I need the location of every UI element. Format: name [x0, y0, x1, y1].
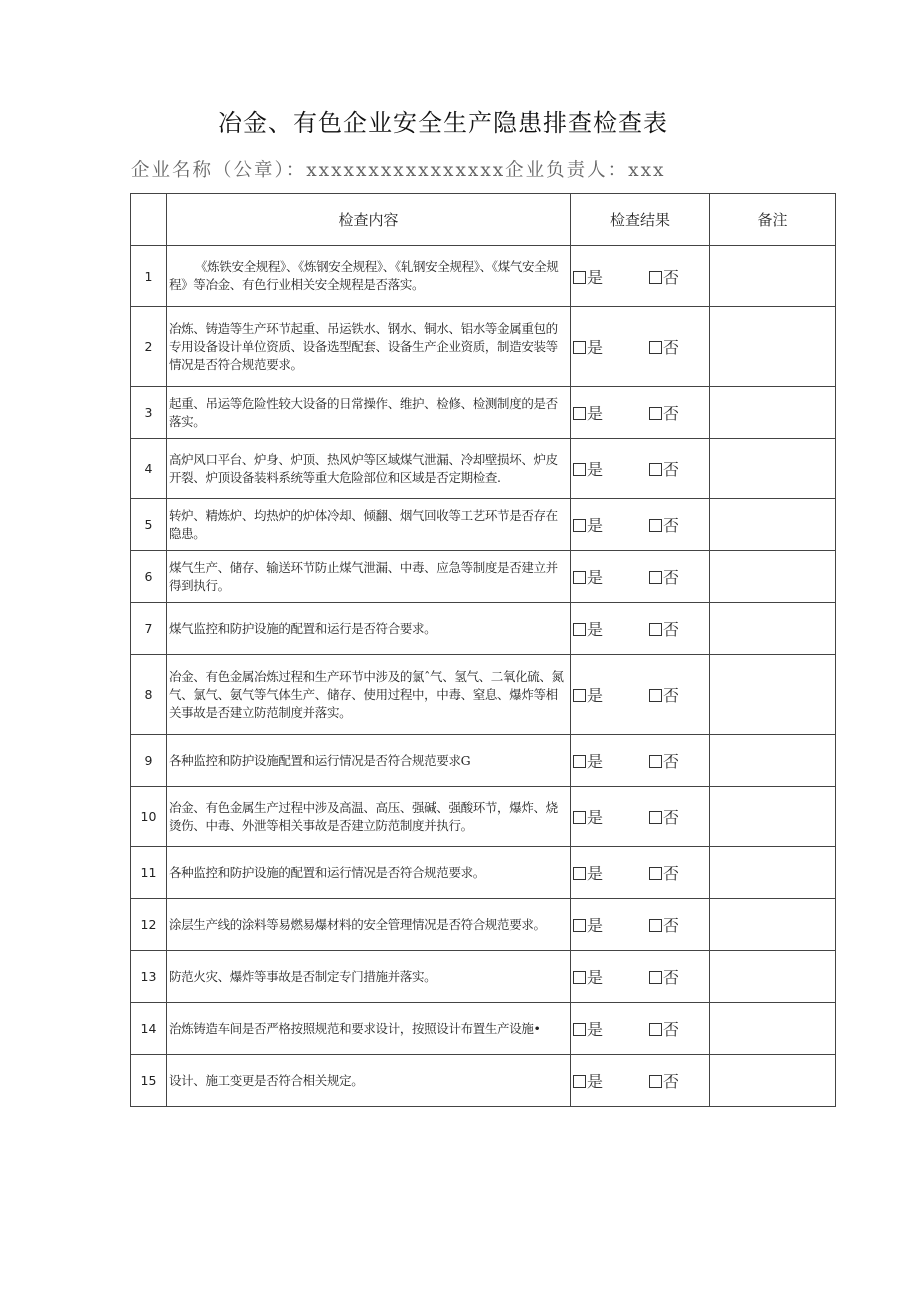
table-row [131, 551, 836, 603]
yes-label: 是 [587, 404, 604, 423]
row-note[interactable] [710, 847, 836, 899]
no-label: 否 [663, 916, 680, 935]
row-note[interactable] [710, 439, 836, 499]
yes-checkbox[interactable] [573, 811, 586, 824]
check-content [167, 1003, 571, 1055]
table-row [131, 847, 836, 899]
table-row [131, 499, 836, 551]
check-content-text: 设计、施工变更是否符合相关规定。 [169, 1072, 364, 1088]
result-yes-option[interactable] [573, 861, 603, 884]
yes-label: 是 [587, 460, 604, 479]
row-note[interactable] [710, 1003, 836, 1055]
row-number: 9 [131, 735, 167, 787]
result-yes-option[interactable] [573, 265, 603, 288]
table-row [131, 655, 836, 735]
row-number: 15 [131, 1055, 167, 1107]
row-note[interactable] [710, 951, 836, 1003]
yes-checkbox[interactable] [573, 971, 586, 984]
check-content-text: 煤气生产、储存、输送环节防止煤气泄漏、中毒、应急等制度是否建立并得到执行。 [169, 559, 558, 593]
yes-checkbox[interactable] [573, 341, 586, 354]
check-result [571, 439, 710, 499]
check-content [167, 1055, 571, 1107]
row-note[interactable] [710, 899, 836, 951]
check-content-text: 冶金、有色金属冶炼过程和生产环节中涉及的氯ˆ气、氢气、二氧化硫、氮气、氯气、氨气等气体生产、储存、使用过程中，中毒、窒息、爆炸等相关事故是否建立防范制度并落实。 [169, 668, 564, 720]
no-checkbox[interactable] [649, 519, 662, 532]
check-content [167, 551, 571, 603]
result-no-option[interactable] [649, 401, 679, 424]
yes-checkbox[interactable] [573, 571, 586, 584]
check-content-text: 高炉风口平台、炉身、炉顶、热风炉等区域煤气泄漏、冷却壁损坏、炉皮开裂、炉顶设备装料系统等重大危险部位和区域是否定期检查. [169, 451, 558, 485]
result-yes-option[interactable] [573, 1069, 603, 1092]
yes-label: 是 [587, 1072, 604, 1091]
check-content [167, 951, 571, 1003]
no-label: 否 [663, 338, 680, 357]
no-label: 否 [663, 686, 680, 705]
row-number: 1 [131, 246, 167, 307]
no-checkbox[interactable] [649, 571, 662, 584]
inspection-table [130, 193, 836, 1107]
result-no-option[interactable] [649, 749, 679, 772]
row-note[interactable] [710, 307, 836, 387]
yes-checkbox[interactable] [573, 867, 586, 880]
check-content-text: 各种监控和防护设施配置和运行情况是否符合规范要求G [169, 752, 471, 768]
no-label: 否 [663, 267, 680, 287]
check-content-text: 各种监控和防护设施的配置和运行情况是否符合规范要求。 [169, 864, 485, 880]
no-checkbox[interactable] [649, 271, 662, 284]
result-yes-option[interactable] [573, 683, 603, 706]
check-content-text: 防范火灾、爆炸等事故是否制定专门措施并落实。 [169, 968, 437, 984]
check-content [167, 307, 571, 387]
table-row [131, 307, 836, 387]
result-yes-option[interactable] [573, 335, 603, 358]
no-checkbox[interactable] [649, 341, 662, 354]
check-content-text: 涂层生产线的涂料等易燃易爆材料的安全管理情况是否符合规范要求。 [169, 916, 546, 932]
yes-checkbox[interactable] [573, 755, 586, 768]
row-note[interactable] [710, 735, 836, 787]
table-row [131, 951, 836, 1003]
check-result [571, 847, 710, 899]
header-result: 检查结果 [571, 194, 710, 246]
no-label: 否 [663, 568, 680, 587]
no-checkbox[interactable] [649, 689, 662, 702]
row-number: 3 [131, 387, 167, 439]
table-row [131, 387, 836, 439]
yes-label: 是 [587, 686, 604, 705]
check-result [571, 499, 710, 551]
table-row [131, 603, 836, 655]
check-result [571, 735, 710, 787]
result-no-option[interactable] [649, 1069, 679, 1092]
check-result [571, 246, 710, 307]
check-content [167, 603, 571, 655]
no-checkbox[interactable] [649, 623, 662, 636]
check-content [167, 787, 571, 847]
check-result [571, 603, 710, 655]
no-checkbox[interactable] [649, 867, 662, 880]
row-number: 4 [131, 439, 167, 499]
yes-label: 是 [587, 568, 604, 587]
row-note[interactable] [710, 551, 836, 603]
result-yes-option[interactable] [573, 617, 603, 640]
no-label: 否 [663, 968, 680, 987]
yes-label: 是 [587, 620, 604, 639]
result-yes-option[interactable] [573, 805, 603, 828]
row-note[interactable] [710, 603, 836, 655]
result-yes-option[interactable] [573, 513, 603, 536]
row-number: 10 [131, 787, 167, 847]
check-result [571, 899, 710, 951]
yes-checkbox[interactable] [573, 1023, 586, 1036]
yes-label: 是 [587, 338, 604, 357]
result-no-option[interactable] [649, 457, 679, 480]
row-note[interactable] [710, 387, 836, 439]
result-no-option[interactable] [649, 565, 679, 588]
check-result [571, 951, 710, 1003]
no-label: 否 [663, 864, 680, 883]
row-number: 14 [131, 1003, 167, 1055]
yes-label: 是 [587, 864, 604, 883]
header-number [131, 194, 167, 246]
check-content [167, 387, 571, 439]
check-result [571, 1055, 710, 1107]
row-number: 6 [131, 551, 167, 603]
check-result [571, 387, 710, 439]
check-content [167, 735, 571, 787]
result-yes-option[interactable] [573, 913, 603, 936]
row-number: 8 [131, 655, 167, 735]
page-title: 冶金、有色企业安全生产隐患排查检查表 [218, 109, 668, 137]
check-result [571, 551, 710, 603]
check-result [571, 307, 710, 387]
yes-checkbox[interactable] [573, 407, 586, 420]
result-no-option[interactable] [649, 805, 679, 828]
table-header-row [131, 194, 836, 246]
table-row [131, 735, 836, 787]
yes-label: 是 [587, 808, 604, 827]
row-note[interactable] [710, 1055, 836, 1107]
check-content [167, 847, 571, 899]
yes-checkbox[interactable] [573, 1075, 586, 1088]
row-number: 5 [131, 499, 167, 551]
yes-label: 是 [587, 752, 604, 771]
row-note[interactable] [710, 246, 836, 307]
row-note[interactable] [710, 655, 836, 735]
table-row [131, 787, 836, 847]
check-result [571, 787, 710, 847]
no-label: 否 [663, 620, 680, 639]
table-row [131, 1055, 836, 1107]
company-info-line: 企业名称（公章）：xxxxxxxxxxxxxxxx企业负责人：xxx [131, 160, 666, 181]
no-label: 否 [663, 404, 680, 423]
check-result [571, 655, 710, 735]
row-number: 13 [131, 951, 167, 1003]
yes-label: 是 [587, 968, 604, 987]
check-content-text: 起重、吊运等危险性较大设备的日常操作、维护、检修、检测制度的是否落实。 [169, 395, 558, 429]
no-label: 否 [663, 808, 680, 827]
result-yes-option[interactable] [573, 457, 603, 480]
no-label: 否 [663, 1020, 680, 1039]
no-checkbox[interactable] [649, 407, 662, 420]
no-checkbox[interactable] [649, 755, 662, 768]
result-yes-option[interactable] [573, 401, 603, 424]
no-checkbox[interactable] [649, 971, 662, 984]
result-no-option[interactable] [649, 617, 679, 640]
result-no-option[interactable] [649, 913, 679, 936]
yes-checkbox[interactable] [573, 689, 586, 702]
row-note[interactable] [710, 787, 836, 847]
check-result [571, 1003, 710, 1055]
result-no-option[interactable] [649, 861, 679, 884]
result-yes-option[interactable] [573, 1017, 603, 1040]
yes-checkbox[interactable] [573, 919, 586, 932]
result-yes-option[interactable] [573, 749, 603, 772]
no-checkbox[interactable] [649, 463, 662, 476]
yes-label: 是 [587, 1020, 604, 1039]
check-content-text: 《炼铁安全规程》、《炼钢安全规程》、《轧钢安全规程》、《煤气安全规程》等冶金、有色行业相关安全规程是否落实。 [169, 259, 559, 292]
check-content-text: 煤气监控和防护设施的配置和运行是否符合要求。 [169, 620, 437, 636]
result-no-option[interactable] [649, 513, 679, 536]
check-content-text: 冶金、有色金属生产过程中涉及高温、高压、强碱、强酸环节，爆炸、烧烫伤、中毒、外泄等相关事故是否建立防范制度并执行。 [169, 799, 558, 833]
no-label: 否 [663, 516, 680, 535]
header-content: 检查内容 [167, 194, 571, 246]
table-row [131, 1003, 836, 1055]
no-checkbox[interactable] [649, 1023, 662, 1036]
check-content-text: 治炼铸造车间是否严格按照规范和要求设计，按照设计布置生产设施• [169, 1020, 541, 1036]
row-number: 7 [131, 603, 167, 655]
row-number: 2 [131, 307, 167, 387]
row-number: 11 [131, 847, 167, 899]
result-no-option[interactable] [649, 1017, 679, 1040]
yes-checkbox[interactable] [573, 463, 586, 476]
result-no-option[interactable] [649, 965, 679, 988]
check-content [167, 246, 571, 307]
table-row [131, 246, 836, 307]
yes-label: 是 [587, 516, 604, 535]
result-no-option[interactable] [649, 265, 679, 288]
no-label: 否 [663, 752, 680, 771]
row-note[interactable] [710, 499, 836, 551]
no-checkbox[interactable] [649, 1075, 662, 1088]
row-number: 12 [131, 899, 167, 951]
check-content [167, 439, 571, 499]
result-yes-option[interactable] [573, 565, 603, 588]
yes-checkbox[interactable] [573, 623, 586, 636]
no-checkbox[interactable] [649, 919, 662, 932]
check-content [167, 655, 571, 735]
check-content [167, 899, 571, 951]
check-content-text: 转炉、精炼炉、均热炉的炉体冷却、倾翻、烟气回收等工艺环节是否存在隐患。 [169, 507, 558, 541]
check-content-text: 冶炼、铸造等生产环节起重、吊运铁水、钢水、铜水、铝水等金属重包的专用设备设计单位资质、设备选型配套、设备生产企业资质，制造安装等情况是否符合规范要求。 [169, 320, 558, 372]
result-no-option[interactable] [649, 683, 679, 706]
table-row [131, 439, 836, 499]
no-label: 否 [663, 460, 680, 479]
yes-checkbox[interactable] [573, 519, 586, 532]
result-yes-option[interactable] [573, 965, 603, 988]
yes-label: 是 [587, 267, 604, 287]
yes-checkbox[interactable] [573, 271, 586, 284]
no-label: 否 [663, 1072, 680, 1091]
no-checkbox[interactable] [649, 811, 662, 824]
yes-label: 是 [587, 916, 604, 935]
check-content [167, 499, 571, 551]
result-no-option[interactable] [649, 335, 679, 358]
header-note: 备注 [710, 194, 836, 246]
table-row [131, 899, 836, 951]
